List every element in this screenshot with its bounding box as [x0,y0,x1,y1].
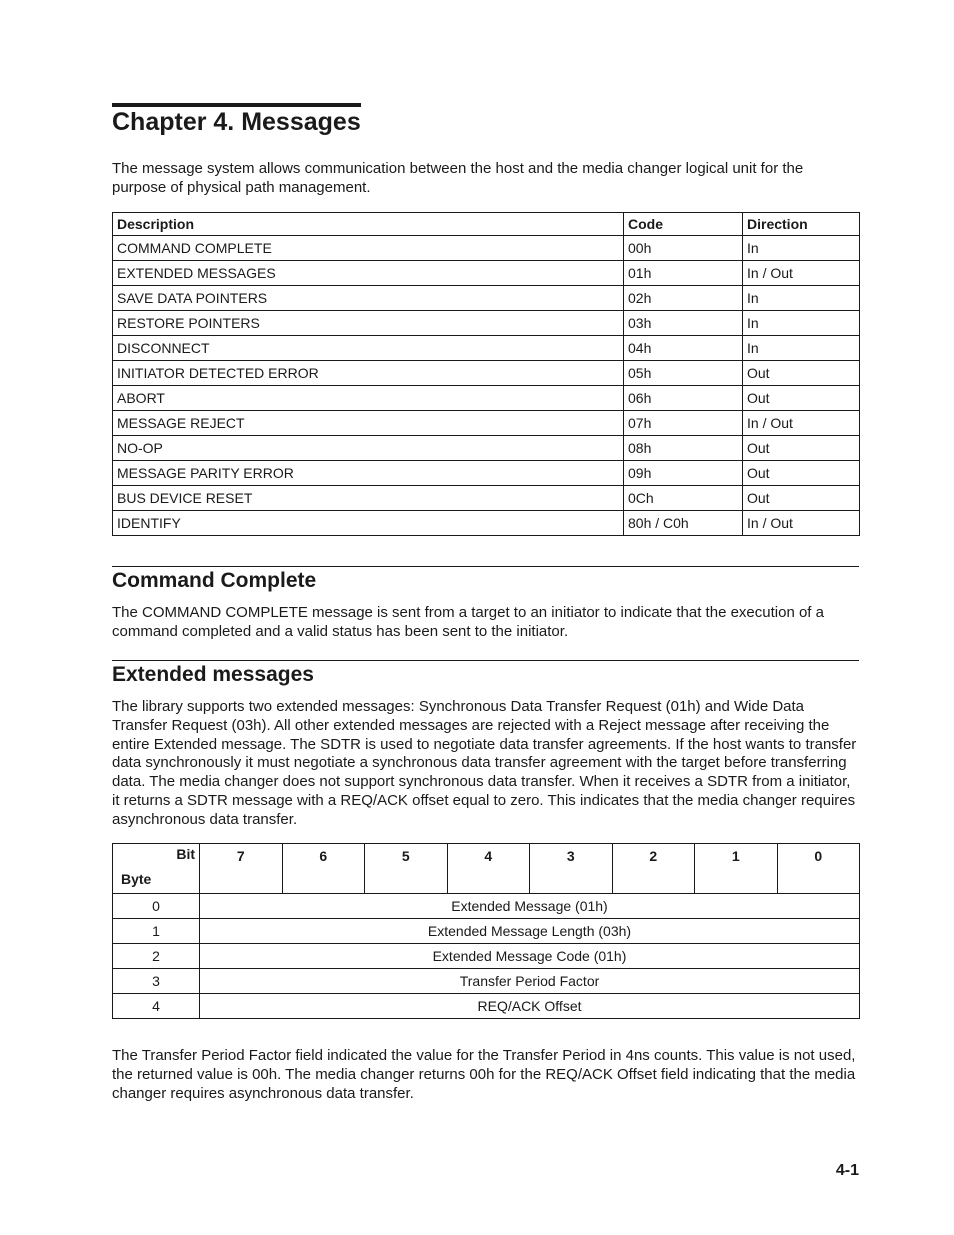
bit-column-header: 5 [365,844,448,894]
cell-code: 05h [624,361,743,386]
cell-direction: Out [743,386,860,411]
table-row [113,486,860,511]
byte-number: 4 [113,994,200,1019]
cell-description: ABORT [113,386,624,411]
table-row [113,411,860,436]
cell-code: 08h [624,436,743,461]
byte-row [113,919,860,944]
cell-code: 01h [624,261,743,286]
cell-direction: Out [743,436,860,461]
column-header-direction: Direction [743,213,860,236]
table-row [113,336,860,361]
column-header-description: Description [113,213,624,236]
bit-column-header: 2 [612,844,695,894]
cell-code: 0Ch [624,486,743,511]
table-row [113,286,860,311]
bit-label: Bit [176,846,195,862]
section-rule [112,566,859,567]
bit-column-header: 3 [530,844,613,894]
field-name: Extended Message Length (03h) [200,919,860,944]
byte-number: 1 [113,919,200,944]
cell-description: MESSAGE REJECT [113,411,624,436]
bit-header-row [113,844,860,894]
cell-description: SAVE DATA POINTERS [113,286,624,311]
chapter-title: Chapter 4. Messages [112,108,361,136]
cell-description: INITIATOR DETECTED ERROR [113,361,624,386]
cell-code: 03h [624,311,743,336]
bit-column-header: 7 [200,844,283,894]
cell-direction: In [743,236,860,261]
cell-description: EXTENDED MESSAGES [113,261,624,286]
byte-row [113,944,860,969]
message-table [112,212,860,536]
bit-column-header: 0 [777,844,860,894]
cell-code: 07h [624,411,743,436]
cell-direction: Out [743,486,860,511]
cell-direction: Out [743,361,860,386]
table-row [113,361,860,386]
cell-direction: In [743,311,860,336]
intro-paragraph: The message system allows communication between the host and the media changer logical unit for the purpose of physical path management. [112,160,804,196]
byte-row [113,894,860,919]
cell-description: NO-OP [113,436,624,461]
cell-direction: Out [743,461,860,486]
table-row [113,386,860,411]
byte-row [113,969,860,994]
cell-code: 06h [624,386,743,411]
cell-code: 09h [624,461,743,486]
table-row [113,436,860,461]
extended-messages-heading: Extended messages [112,663,314,686]
transfer-period-paragraph: The Transfer Period Factor field indicated the value for the Transfer Period in 4ns counts. This value is not used, the returned value is 00h. The media changer returns 00h for the REQ/ACK Offset field indicating that the media changer requires asynchronous data transfer. [112,1047,856,1102]
cell-direction: In / Out [743,411,860,436]
field-name: REQ/ACK Offset [200,994,860,1019]
cell-description: COMMAND COMPLETE [113,236,624,261]
cell-description: MESSAGE PARITY ERROR [113,461,624,486]
cell-code: 00h [624,236,743,261]
byte-number: 2 [113,944,200,969]
byte-number: 3 [113,969,200,994]
table-row [113,261,860,286]
byte-label: Byte [121,871,152,887]
bit-column-header: 6 [282,844,365,894]
cell-description: RESTORE POINTERS [113,311,624,336]
cell-direction: In [743,336,860,361]
bit-column-header: 1 [695,844,778,894]
table-row [113,511,860,536]
cell-code: 80h / C0h [624,511,743,536]
field-name: Extended Message Code (01h) [200,944,860,969]
field-name: Transfer Period Factor [200,969,860,994]
bit-byte-corner-cell [113,844,200,894]
field-name: Extended Message (01h) [200,894,860,919]
command-complete-paragraph: The COMMAND COMPLETE message is sent from a target to an initiator to indicate that the execution of a command completed and a valid status has been sent to the initiator. [112,604,824,640]
table-row [113,236,860,261]
cell-description: IDENTIFY [113,511,624,536]
cell-code: 04h [624,336,743,361]
table-row [113,311,860,336]
cell-description: DISCONNECT [113,336,624,361]
chapter-rule [112,103,361,107]
bit-layout-table [112,843,860,1019]
cell-direction: In / Out [743,511,860,536]
byte-number: 0 [113,894,200,919]
bit-column-header: 4 [447,844,530,894]
cell-direction: In / Out [743,261,860,286]
cell-code: 02h [624,286,743,311]
table-header-row [113,213,860,236]
cell-description: BUS DEVICE RESET [113,486,624,511]
cell-direction: In [743,286,860,311]
column-header-code: Code [624,213,743,236]
extended-messages-paragraph: The library supports two extended messages: Synchronous Data Transfer Request (01h) and Wide Data Transfer Request (03h). All other extended messages are rejected with a Reject message after receiving the entire Extended message. The SDTR is used to negotiate data transfer agreements. If the host wants to transfer data synchronously it must negotiate a synchronous data transfer agreement with the target before transferring data. The media changer does not support synchronous data transfer. When it receives a SDTR from a initiator, it returns a SDTR message with a REQ/ACK offset equal to zero. This indicates that the media changer requires asynchronous data transfer. [112,698,857,828]
command-complete-heading: Command Complete [112,569,317,592]
table-row [113,461,860,486]
section-rule [112,660,859,661]
byte-row [113,994,860,1019]
page-number: 4-1 [835,1162,859,1179]
